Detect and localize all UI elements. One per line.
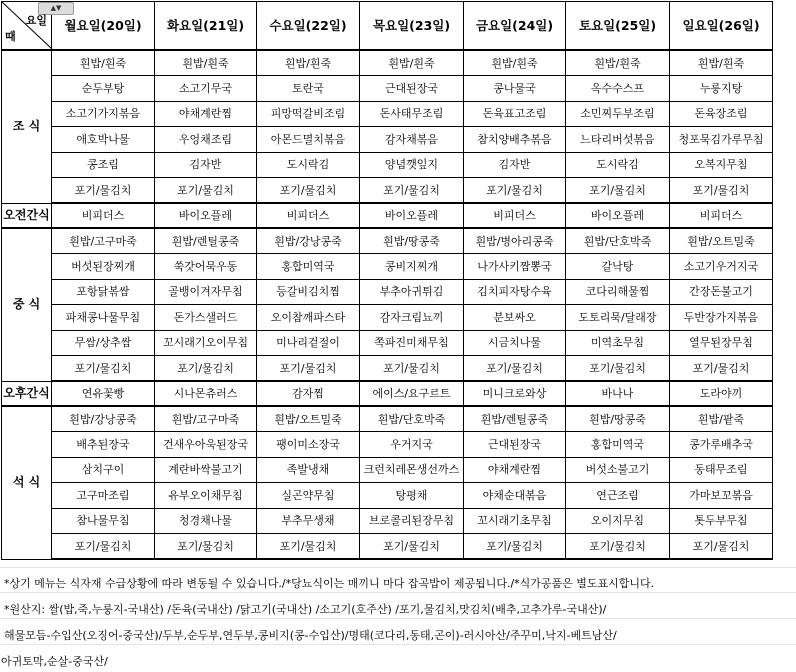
dinner-item: 야채순대볶음 xyxy=(464,483,566,509)
lunch-item: 미역초무침 xyxy=(566,330,670,356)
lunch-row xyxy=(2,228,773,254)
dinner-item: 홍합미역국 xyxy=(566,432,670,458)
breakfast-item: 흰밥/흰죽 xyxy=(566,50,670,76)
lunch-item: 소고기우거지국 xyxy=(670,254,773,280)
lunch-item: 포항닭볶쌈 xyxy=(52,279,155,305)
dinner-item: 배추된장국 xyxy=(52,432,155,458)
breakfast-item: 참치양배추볶음 xyxy=(464,127,566,153)
dinner-row xyxy=(2,457,773,483)
breakfast-item: 포기/물김치 xyxy=(670,178,773,204)
dinner-item: 브로콜리된장무침 xyxy=(360,508,464,534)
lunch-row xyxy=(2,305,773,331)
dinner-item: 포기/물김치 xyxy=(52,534,155,560)
lunch-item: 포기/물김치 xyxy=(257,356,360,382)
breakfast-item: 도시락김 xyxy=(257,152,360,178)
dinner-item: 계란바싹불고기 xyxy=(155,457,257,483)
morning-snack-item: 바이오플레 xyxy=(155,203,257,228)
breakfast-item: 피망떡갈비조림 xyxy=(257,101,360,127)
breakfast-item: 감자채볶음 xyxy=(360,127,464,153)
breakfast-item: 애호박나물 xyxy=(52,127,155,153)
breakfast-row xyxy=(2,50,773,76)
corner-cell xyxy=(2,2,62,51)
morning-snack-item: 바이오플레 xyxy=(360,203,464,228)
lunch-item: 흰밥/단호박죽 xyxy=(566,228,670,254)
lunch-row xyxy=(2,254,773,280)
breakfast-item: 흰밥/흰죽 xyxy=(155,50,257,76)
breakfast-item: 토란국 xyxy=(257,76,360,102)
breakfast-item: 소고기가지볶음 xyxy=(52,101,155,127)
morning-snack-item: 비피더스 xyxy=(670,203,773,228)
day-header: 일요일(26일) xyxy=(670,2,773,51)
day-header: 수요일(22일) xyxy=(257,2,360,51)
lunch-item: 골뱅이겨자무침 xyxy=(155,279,257,305)
breakfast-item: 우엉채조림 xyxy=(155,127,257,153)
lunch-item: 포기/물김치 xyxy=(360,356,464,382)
dinner-item: 부추무생채 xyxy=(257,508,360,534)
breakfast-item: 흰밥/흰죽 xyxy=(360,50,464,76)
lunch-row xyxy=(2,330,773,356)
breakfast-item: 돈육장조림 xyxy=(670,101,773,127)
lunch-item: 두반장가지볶음 xyxy=(670,305,773,331)
afternoon-snack-row xyxy=(2,381,773,406)
dinner-item: 흰밥/강낭콩죽 xyxy=(52,406,155,432)
lunch-label: 중 식 xyxy=(2,228,52,381)
breakfast-item: 누룽지탕 xyxy=(670,76,773,102)
lunch-item: 열무된장무침 xyxy=(670,330,773,356)
dinner-item: 야채계란찜 xyxy=(464,457,566,483)
dinner-item: 포기/물김치 xyxy=(464,534,566,560)
lunch-row xyxy=(2,279,773,305)
dinner-item: 고구마조림 xyxy=(52,483,155,509)
morning-snack-label: 오전간식 xyxy=(2,203,52,228)
afternoon-snack-item: 시나몬츄러스 xyxy=(155,381,257,406)
dinner-item: 오이지무침 xyxy=(566,508,670,534)
lunch-item: 포기/물김치 xyxy=(464,356,566,382)
afternoon-snack-label: 오후간식 xyxy=(2,381,52,406)
breakfast-item: 순두부탕 xyxy=(52,76,155,102)
breakfast-item: 흰밥/흰죽 xyxy=(464,50,566,76)
lunch-item: 나가사키짬뽕국 xyxy=(464,254,566,280)
lunch-item: 도토리묵/달래장 xyxy=(566,305,670,331)
dinner-item: 콩가루배추국 xyxy=(670,432,773,458)
breakfast-row xyxy=(2,101,773,127)
dinner-item: 동태무조림 xyxy=(670,457,773,483)
dinner-item: 흰밥/단호박죽 xyxy=(360,406,464,432)
lunch-item: 꼬시래기오이무침 xyxy=(155,330,257,356)
breakfast-item: 오복지무침 xyxy=(670,152,773,178)
dinner-item: 청경채나물 xyxy=(155,508,257,534)
lunch-item: 흰밥/땅콩죽 xyxy=(360,228,464,254)
breakfast-item: 흰밥/흰죽 xyxy=(670,50,773,76)
dinner-row xyxy=(2,508,773,534)
lunch-item: 갈낙탕 xyxy=(566,254,670,280)
dinner-item: 삼치구이 xyxy=(52,457,155,483)
dinner-item: 연근조림 xyxy=(566,483,670,509)
breakfast-item: 포기/물김치 xyxy=(52,178,155,204)
morning-snack-row xyxy=(2,203,773,228)
dinner-item: 탕평채 xyxy=(360,483,464,509)
morning-snack-item: 비피더스 xyxy=(464,203,566,228)
lunch-item: 쑥갓어묵우동 xyxy=(155,254,257,280)
lunch-item: 무쌈/상추쌈 xyxy=(52,330,155,356)
breakfast-item: 옥수수스프 xyxy=(566,76,670,102)
breakfast-item: 포기/물김치 xyxy=(566,178,670,204)
dinner-item: 흰밥/땅콩죽 xyxy=(566,406,670,432)
afternoon-snack-item: 연유꽃빵 xyxy=(52,381,155,406)
dinner-item: 족발냉채 xyxy=(257,457,360,483)
lunch-row xyxy=(2,356,773,382)
breakfast-row xyxy=(2,178,773,204)
dinner-item: 포기/물김치 xyxy=(566,534,670,560)
morning-snack-item: 비피더스 xyxy=(52,203,155,228)
lunch-item: 흰밥/강낭콩죽 xyxy=(257,228,360,254)
breakfast-item: 소고기무국 xyxy=(155,76,257,102)
breakfast-item: 근대된장국 xyxy=(360,76,464,102)
dinner-item: 흰밥/오트밀죽 xyxy=(257,406,360,432)
breakfast-item: 소민찌두부조림 xyxy=(566,101,670,127)
lunch-item: 오이참깨파스타 xyxy=(257,305,360,331)
lunch-item: 파채콩나물무침 xyxy=(52,305,155,331)
afternoon-snack-item: 에이스/요구르트 xyxy=(360,381,464,406)
header-row xyxy=(2,2,773,51)
breakfast-item: 야채계란찜 xyxy=(155,101,257,127)
breakfast-row xyxy=(2,152,773,178)
dinner-row xyxy=(2,432,773,458)
afternoon-snack-item: 미니크로와상 xyxy=(464,381,566,406)
morning-snack-item: 비피더스 xyxy=(257,203,360,228)
note-line: *상기 메뉴는 식자재 수급상황에 따라 변동될 수 있습니다./*당뇨식이는 매끼니 마다 잡곡밥이 제공됩니다./*식가공품은 별도표시합니다. xyxy=(4,577,655,590)
dinner-item: 톳두부무침 xyxy=(670,508,773,534)
morning-snack-item: 바이오플레 xyxy=(566,203,670,228)
lunch-item: 흰밥/렌틸콩죽 xyxy=(155,228,257,254)
dinner-item: 흰밥/팥죽 xyxy=(670,406,773,432)
lunch-item: 콩비지찌개 xyxy=(360,254,464,280)
dropdown-icon[interactable]: ▲▼ xyxy=(38,2,74,15)
lunch-item: 미나리겉절이 xyxy=(257,330,360,356)
dinner-item: 유부오이채무침 xyxy=(155,483,257,509)
lunch-item: 흰밥/고구마죽 xyxy=(52,228,155,254)
day-header: 화요일(21일) xyxy=(155,2,257,51)
dinner-label: 석 식 xyxy=(2,406,52,559)
dinner-row xyxy=(2,534,773,560)
lunch-item: 포기/물김치 xyxy=(670,356,773,382)
dinner-item: 우거지국 xyxy=(360,432,464,458)
day-header: 목요일(23일) xyxy=(360,2,464,51)
lunch-item: 포기/물김치 xyxy=(566,356,670,382)
dinner-item: 포기/물김치 xyxy=(257,534,360,560)
breakfast-item: 포기/물김치 xyxy=(155,178,257,204)
breakfast-item: 포기/물김치 xyxy=(360,178,464,204)
dinner-item: 흰밥/렌틸콩죽 xyxy=(464,406,566,432)
lunch-item: 쪽파진미채무침 xyxy=(360,330,464,356)
dinner-row xyxy=(2,483,773,509)
breakfast-item: 흰밥/흰죽 xyxy=(52,50,155,76)
lunch-item: 홍합미역국 xyxy=(257,254,360,280)
lunch-item: 버섯된장찌개 xyxy=(52,254,155,280)
breakfast-item: 김자반 xyxy=(464,152,566,178)
dinner-item: 꼬시래기초무침 xyxy=(464,508,566,534)
breakfast-item: 느타리버섯볶음 xyxy=(566,127,670,153)
dinner-item: 크런치레몬생선까스 xyxy=(360,457,464,483)
breakfast-item: 아몬드멸치볶음 xyxy=(257,127,360,153)
afternoon-snack-item: 도라야끼 xyxy=(670,381,773,406)
lunch-item: 부추아귀튀김 xyxy=(360,279,464,305)
lunch-item: 흰밥/병아리콩죽 xyxy=(464,228,566,254)
breakfast-item: 포기/물김치 xyxy=(257,178,360,204)
breakfast-label: 조 식 xyxy=(2,50,52,203)
afternoon-snack-item: 바나나 xyxy=(566,381,670,406)
breakfast-item: 콩조림 xyxy=(52,152,155,178)
dinner-item: 실곤약무침 xyxy=(257,483,360,509)
lunch-item: 분보싸오 xyxy=(464,305,566,331)
lunch-item: 간장돈불고기 xyxy=(670,279,773,305)
lunch-item: 코다리해물찜 xyxy=(566,279,670,305)
lunch-item: 김치피자탕수육 xyxy=(464,279,566,305)
lunch-item: 포기/물김치 xyxy=(52,356,155,382)
dinner-item: 포기/물김치 xyxy=(360,534,464,560)
weekly-menu-table xyxy=(1,1,773,560)
breakfast-item: 콩나물국 xyxy=(464,76,566,102)
dinner-row xyxy=(2,406,773,432)
dinner-item: 가마보꼬볶음 xyxy=(670,483,773,509)
dinner-item: 포기/물김치 xyxy=(155,534,257,560)
dinner-item: 흰밥/고구마죽 xyxy=(155,406,257,432)
meal-axis-label: 때 xyxy=(5,30,16,43)
breakfast-item: 도시락김 xyxy=(566,152,670,178)
day-header: 토요일(25일) xyxy=(566,2,670,51)
note-line: 해물모듬-수입산(오징어-중국산)/두부,순두부,연두부,콩비지(콩-수입산)/명태(코다리,동태,곤이)-러시아산/주꾸미,낙지-베트남산/ xyxy=(4,629,617,642)
dinner-item: 팽이미소장국 xyxy=(257,432,360,458)
breakfast-item: 흰밥/흰죽 xyxy=(257,50,360,76)
dinner-item: 포기/물김치 xyxy=(670,534,773,560)
breakfast-row xyxy=(2,76,773,102)
breakfast-item: 돈사태무조림 xyxy=(360,101,464,127)
lunch-item: 흰밥/오트밀죽 xyxy=(670,228,773,254)
breakfast-item: 돈육표고조림 xyxy=(464,101,566,127)
dinner-item: 버섯소불고기 xyxy=(566,457,670,483)
breakfast-row xyxy=(2,127,773,153)
breakfast-item: 청포묵김가루무침 xyxy=(670,127,773,153)
dinner-item: 참나물무침 xyxy=(52,508,155,534)
breakfast-item: 포기/물김치 xyxy=(464,178,566,204)
lunch-item: 돈가스샐러드 xyxy=(155,305,257,331)
lunch-item: 등갈비김치찜 xyxy=(257,279,360,305)
dinner-item: 건새우아욱된장국 xyxy=(155,432,257,458)
lunch-item: 포기/물김치 xyxy=(155,356,257,382)
note-line: 아귀토막,순살-중국산/ xyxy=(1,655,108,668)
breakfast-item: 김자반 xyxy=(155,152,257,178)
day-header: 금요일(24일) xyxy=(464,2,566,51)
dinner-item: 근대된장국 xyxy=(464,432,566,458)
lunch-item: 감자크림뇨끼 xyxy=(360,305,464,331)
day-axis-label: 요일 xyxy=(25,14,47,27)
lunch-item: 시금치나물 xyxy=(464,330,566,356)
breakfast-item: 양념깻잎지 xyxy=(360,152,464,178)
day-header: 월요일(20일) xyxy=(52,2,155,51)
note-line: *원산지: 쌀(밥,죽,누룽지-국내산) /돈육(국내산) /닭고기(국내산) /소고기(호주산) /포기,물김치,맛김치(배추,고추가루-국내산)/ xyxy=(4,603,607,616)
afternoon-snack-item: 감자찜 xyxy=(257,381,360,406)
